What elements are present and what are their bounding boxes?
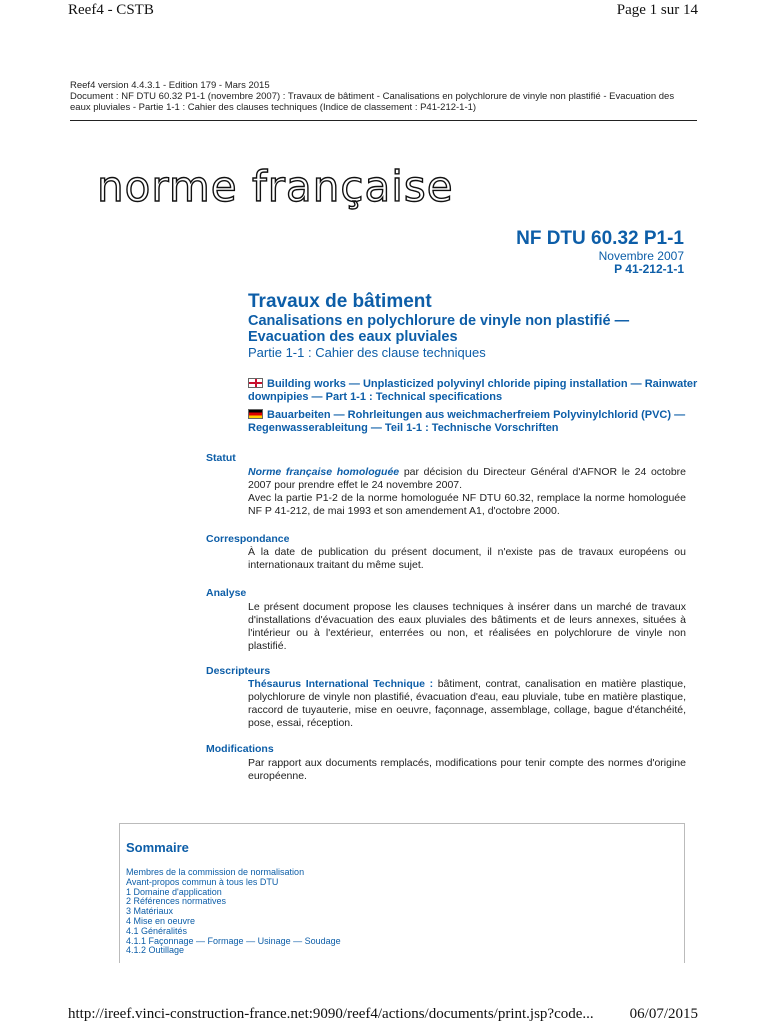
toc-item-faconnage[interactable]: 4.1.1 Façonnage — Formage — Usinage — Soudage	[126, 935, 341, 946]
thesaurus-label: Thésaurus International Technique :	[248, 678, 434, 690]
toc-item-avant-propos[interactable]: Avant-propos commun à tous les DTU	[126, 876, 279, 887]
standard-code: NF DTU 60.32 P1-1	[516, 228, 684, 249]
print-footer-url: http://ireef.vinci-construction-france.net:9090/reef4/actions/documents/print.jsp?code...	[68, 1006, 594, 1022]
descripteurs-label: Descripteurs	[206, 665, 271, 677]
publication-date: Novembre 2007	[598, 249, 684, 263]
reference-block	[516, 228, 684, 276]
toc-item-generalites[interactable]: 4.1 Généralités	[126, 925, 188, 936]
uk-flag-icon	[248, 378, 263, 388]
statut-text-2: Avec la partie P1-2 de la norme homologuée NF DTU 60.32, remplace la norme homologuée NF P 41-212, de mai 1993 et son amendement A1, d'octobre 2000.	[248, 492, 686, 517]
toc-item-domaine[interactable]: 1 Domaine d'application	[126, 886, 222, 897]
english-title-text: Building works — Unplasticized polyvinyl chloride piping installation — Rainwater downpipies — Part 1-1 : Technical specifications	[248, 378, 698, 403]
classification-index: P 41-212-1-1	[614, 262, 684, 276]
modifications-text: Par rapport aux documents remplacés, modifications pour tenir compte des normes d'origine européenne.	[248, 757, 686, 782]
german-title	[248, 409, 698, 435]
print-footer-date: 06/07/2015	[629, 1006, 698, 1022]
toc-item-references[interactable]: 2 Références normatives	[126, 896, 227, 907]
toc-item-commission[interactable]: Membres de la commission de normalisation	[126, 867, 305, 877]
version-line: Reef4 version 4.4.3.1 - Edition 179 - Mars 2015	[70, 80, 270, 91]
english-title	[248, 378, 698, 404]
statut-body	[248, 466, 686, 518]
document-subtitle: Canalisations en polychlorure de vinyle non plastifié — Evacuation des eaux pluviales	[248, 313, 630, 345]
toc-item-materiaux[interactable]: 3 Matériaux	[126, 906, 174, 917]
descripteurs-body	[248, 678, 686, 730]
title-block	[248, 291, 698, 361]
print-header-title: Reef4 - CSTB	[68, 2, 154, 18]
toc-item-outillage[interactable]: 4.1.2 Outillage	[126, 945, 185, 956]
analyse-text: Le présent document propose les clauses techniques à insérer dans un marché de travaux d'installations d'évacuation des eaux pluviales des bâtiments et de leurs annexes, situées à l'intérieur ou à l'extérieur, enterrées ou non, et réalisées en polychlorure de vinyle non plastifié.	[248, 601, 686, 652]
norme-francaise-logo: norme française	[97, 162, 454, 211]
correspondance-label: Correspondance	[206, 533, 290, 545]
document-line: Document : NF DTU 60.32 P1-1 (novembre 2007) : Travaux de bâtiment - Canalisations en polychlorure de vinyle non plastifié - Evacuation des eaux pluviales - Partie 1-1 : Cahier des clauses techniques (Indice de classement : P41-212-1-1)	[70, 91, 675, 113]
correspondance-text: À la date de publication du présent document, il n'existe pas de travaux européens ou internationaux traitant du même sujet.	[248, 546, 686, 571]
toc-item-mise-en-oeuvre[interactable]: 4 Mise en oeuvre	[126, 915, 196, 926]
table-of-contents	[119, 823, 685, 963]
statut-text: par décision du Directeur Général d'AFNOR le 24 octobre 2007 pour prendre effet le 24 novembre 2007.	[248, 466, 686, 491]
statut-label: Statut	[206, 452, 236, 464]
german-flag-icon	[248, 409, 263, 419]
toc-list	[126, 868, 341, 956]
statut-emphasis: Norme française homologuée	[248, 466, 400, 478]
analyse-label: Analyse	[206, 587, 247, 599]
document-title: Travaux de bâtiment	[248, 291, 432, 312]
document-meta	[70, 80, 685, 113]
header-rule	[70, 120, 697, 121]
descripteurs-text: bâtiment, contrat, canalisation en matière plastique, polychlorure de vinyle non plastifié, évacuation d'eau, eau pluviale, tube en matière plastique, raccord de tuyauterie, mise en oeuvre, façonnage, assemblage, collage, bague d'étanchéité, pose, essai, réception.	[248, 678, 686, 729]
german-title-text: Bauarbeiten — Rohrleitungen aus weichmacherfreiem Polyvinylchlorid (PVC) — Regenwasserableitung — Teil 1-1 : Technische Vorschriften	[248, 409, 686, 434]
modifications-label: Modifications	[206, 743, 274, 755]
document-part: Partie 1-1 : Cahier des clause techniques	[248, 345, 486, 360]
print-header-page: Page 1 sur 14	[616, 2, 698, 18]
toc-title: Sommaire	[126, 840, 189, 855]
